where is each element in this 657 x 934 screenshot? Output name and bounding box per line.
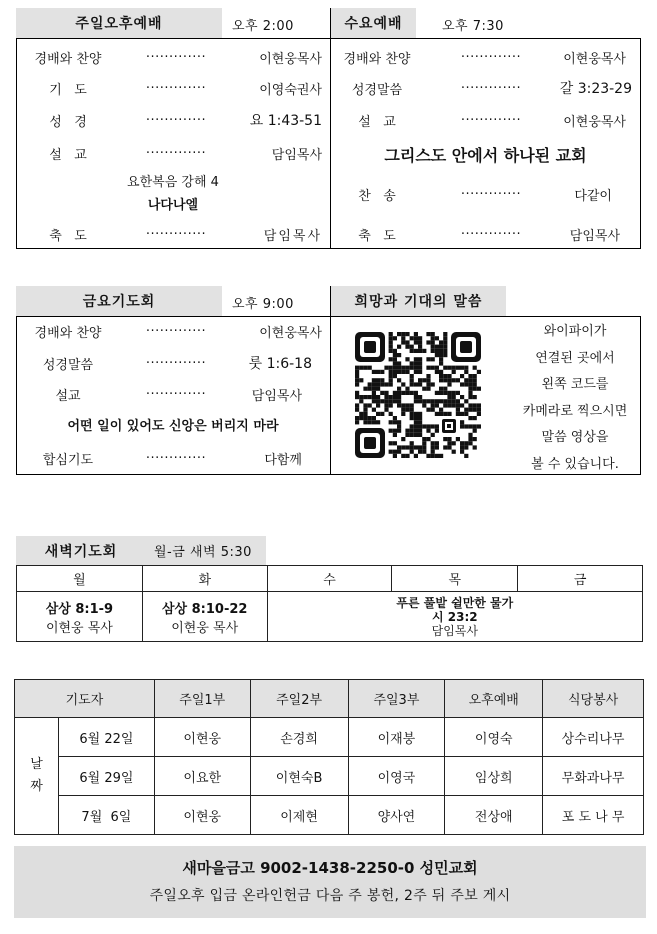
roster-cell: 임상희 [445,757,543,796]
friday-row [16,352,330,374]
speaker: 이현웅 목사 [45,620,113,636]
friday-row [16,447,330,469]
hope-line: 말씀 영상을 [541,430,609,445]
day-header: 화 [142,566,267,592]
roster-cell: 이요한 [154,757,250,796]
verse: 시 23:2 [432,609,478,624]
sermon-title: 어떤 일이 있어도 신앙은 버리지 마라 [67,419,279,434]
friday-time: 오후 9:00 [232,297,294,312]
row-label: 찬 송 [358,188,396,204]
row-label: 경배와 찬양 [34,51,102,67]
bank-account: 새마을금고 9002-1438-2250-0 성민교회 [182,859,478,877]
row-dots: ············· [460,186,522,202]
row-dots: ············· [145,112,207,128]
speaker: 담임목사 [431,623,478,638]
dawn-time: 월-금 새벽 5:30 [146,536,266,565]
row-dots: ············· [145,355,207,371]
hope-line: 와이파이가 [543,324,607,339]
row-dots: ············· [145,145,207,161]
divider [16,316,331,317]
row-label: 성 경 [49,114,87,130]
sermon-title: 나다나엘 [147,198,199,213]
row-value: 담임목사 [271,147,322,163]
wednesday-row [331,109,640,131]
day-header: 금 [518,566,643,592]
hope-line: 카메라로 찍으시면 [522,403,628,419]
qr-code-image[interactable] [355,332,481,458]
sunday-pm-row [16,223,330,245]
row-value: 담임목사 [251,388,302,404]
row-label: 설교 [55,388,81,404]
row-label: 축 도 [49,228,87,244]
wednesday-time: 오후 7:30 [442,19,504,34]
row-label: 설 교 [358,114,396,130]
hope-title: 희망과 기대의 말씀 [331,286,506,316]
row-dots: ············· [460,226,522,242]
verse: 삼상 8:1-9 [45,601,114,617]
sunday-pm-row [16,142,330,164]
offering-footer [14,846,646,918]
hope-line: 연결된 곳에서 [535,350,615,366]
roster-header: 주일1부 [154,680,250,718]
row-dots: ············· [460,49,522,65]
wednesday-row [331,46,640,68]
roster-cell: 무화과나무 [543,757,644,796]
speaker: 이현웅 목사 [171,620,239,636]
sunday-pm-time: 오후 2:00 [232,19,294,34]
row-dots: ············· [145,49,207,65]
row-label: 설 교 [49,147,87,163]
friday-title: 금요기도회 [16,286,222,316]
day-header: 수 [267,566,392,592]
row-dots: ············· [145,323,207,339]
roster-cell: 포 도 나 무 [543,796,644,835]
row-dots: ············· [460,80,522,96]
roster-cell: 이제현 [250,796,348,835]
sunday-pm-row [16,109,330,131]
sunday-pm-title: 주일오후예배 [16,8,222,38]
dawn-table [16,565,643,642]
roster-header: 오후예배 [445,680,543,718]
hope-line: 왼쪽 코드를 [541,377,609,392]
row-value: 이현웅목사 [259,51,322,67]
row-value: 룻 1:6-18 [248,356,312,372]
divider [331,38,641,39]
row-label: 축 도 [358,228,396,244]
day-header: 목 [392,566,518,592]
row-value: 이현웅목사 [563,51,626,67]
roster-header: 기도자 [15,680,155,718]
divider [640,38,641,249]
wednesday-row [331,77,640,99]
row-dots: ············· [145,450,207,466]
day-header: 월 [17,566,143,592]
wednesday-row [331,223,640,245]
divider [16,38,331,39]
row-value: 갈 3:23-29 [559,81,632,97]
row-value: 다같이 [574,188,612,204]
row-dots: ············· [145,386,207,402]
row-value: 이현웅목사 [563,114,626,130]
row-label: 성경말씀 [351,82,403,98]
roster-cell: 양사연 [348,796,445,835]
wednesday-row [331,183,640,205]
row-dots: ············· [145,226,207,242]
row-value: 이영숙권사 [259,82,322,98]
row-dots: ············· [145,80,207,96]
wednesday-title: 수요예배 [331,8,416,38]
row-label: 경배와 찬양 [34,325,102,341]
roster-cell: 손경희 [250,718,348,757]
row-value: 다함께 [264,452,302,468]
roster-table [14,679,644,835]
roster-header: 주일3부 [348,680,445,718]
verse: 삼상 8:10-22 [161,601,248,617]
sermon-title: 그리스도 안에서 하나된 교회 [384,146,587,165]
roster-cell: 이현웅 [154,718,250,757]
dawn-title: 새벽기도회 [16,536,146,565]
roster-cell: 상수리나무 [543,718,644,757]
row-label: 성경말씀 [42,357,94,373]
friday-row [16,383,330,405]
roster-cell: 이영숙 [445,718,543,757]
friday-row [16,320,330,342]
roster-date: 6월 29일 [58,757,154,796]
divider [16,248,640,249]
offering-note: 주일오후 입금 온라인헌금 다음 주 봉헌, 2주 뒤 주보 게시 [149,888,511,904]
roster-cell: 이현웅 [154,796,250,835]
date-side-label: 날 짜 [15,718,59,835]
row-value: 이현웅목사 [259,325,322,341]
divider [331,316,641,317]
row-value: 요 1:43-51 [249,113,322,129]
row-label: 경배와 찬양 [343,51,411,67]
row-dots: ············· [460,112,522,128]
day-cell-tue [142,592,267,642]
sermon-series: 요한복음 강해 4 [127,175,219,190]
row-label: 합심기도 [42,452,94,468]
roster-date: 7월 6일 [58,796,154,835]
roster-header: 식당봉사 [543,680,644,718]
divider [640,316,641,475]
day-cell-wed-fri [267,592,642,642]
row-value: 담임목사 [263,228,322,244]
row-label: 기 도 [49,82,87,98]
sunday-pm-row [16,46,330,68]
roster-cell: 이영국 [348,757,445,796]
day-cell-mon [17,592,143,642]
roster-cell: 이현숙B [250,757,348,796]
row-value: 담임목사 [569,228,620,244]
hope-instructions [510,319,640,478]
roster-date: 6월 22일 [58,718,154,757]
hope-line: 볼 수 있습니다. [531,456,619,472]
sunday-pm-row [16,77,330,99]
series-title: 푸른 풀밭 쉴만한 물가 [396,595,514,610]
roster-cell: 이재붕 [348,718,445,757]
roster-cell: 전상애 [445,796,543,835]
roster-header: 주일2부 [250,680,348,718]
